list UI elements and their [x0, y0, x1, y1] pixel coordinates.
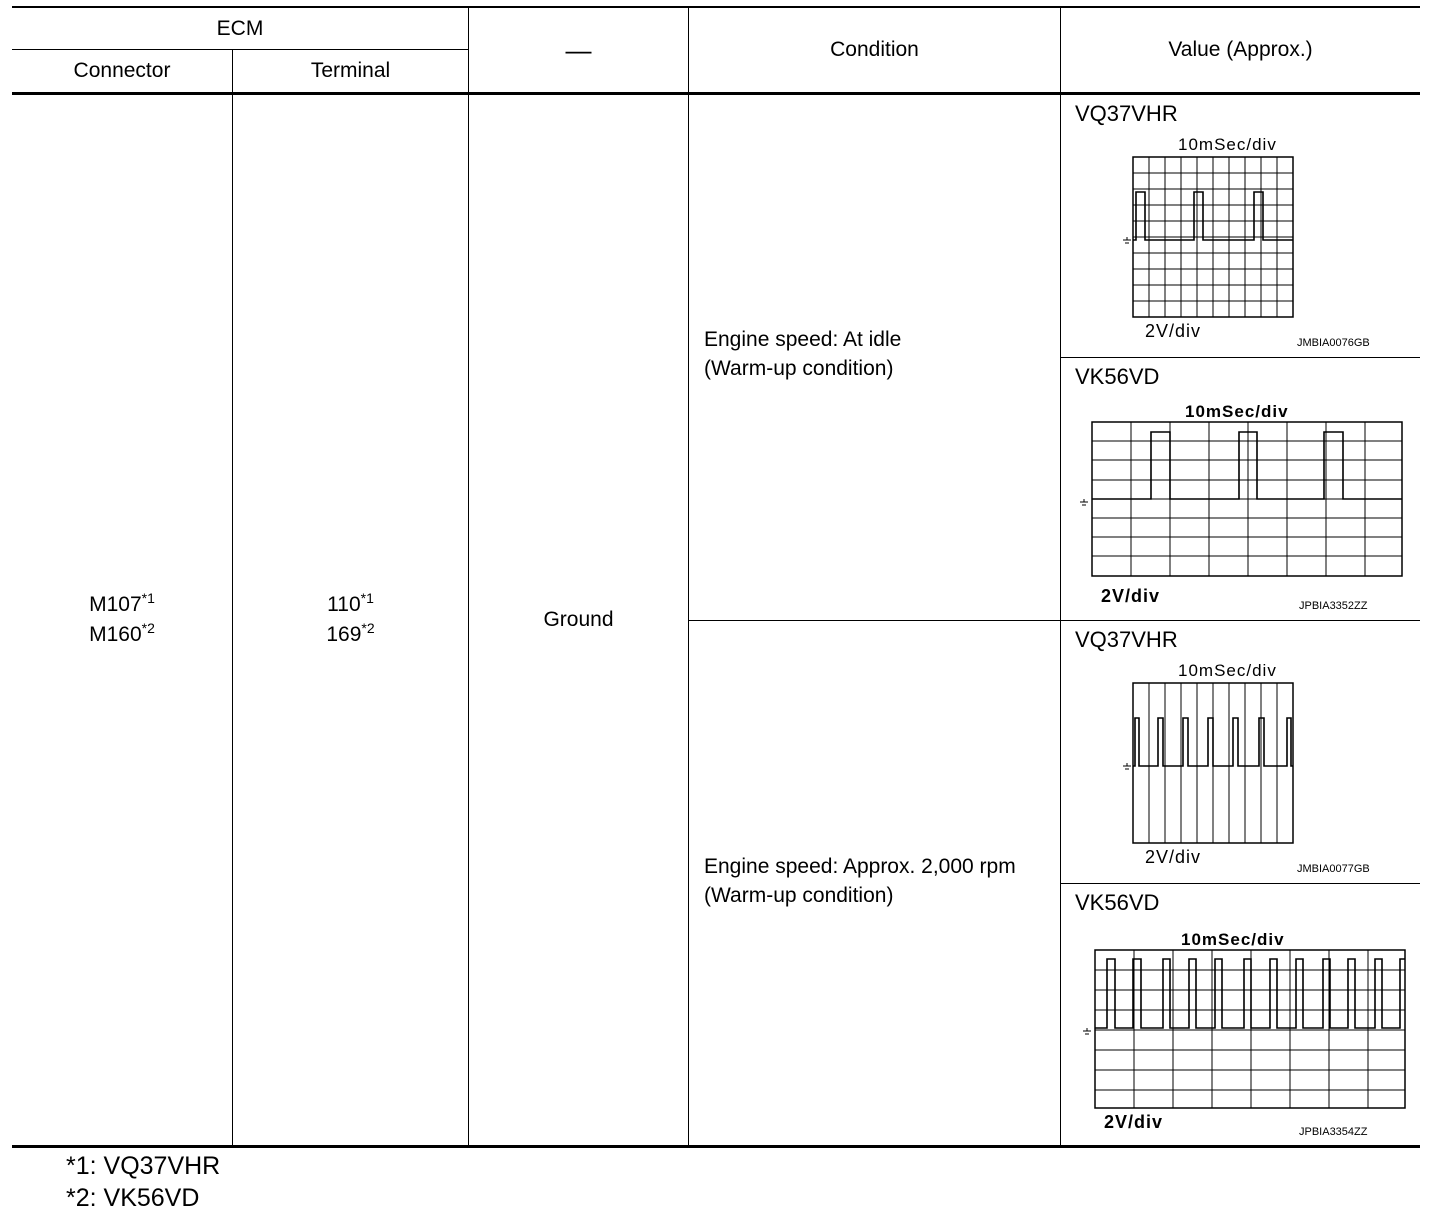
connector-m160-text: M160 [89, 623, 142, 646]
oscilloscope-waveform [1119, 683, 1284, 848]
figure-id: JMBIA0076GB [1297, 337, 1370, 349]
oscilloscope-waveform [1119, 157, 1284, 322]
terminal-110-text: 110 [327, 593, 361, 616]
header-condition: Condition [830, 38, 919, 61]
oscilloscope-waveform [1078, 422, 1402, 577]
col-divider-3 [688, 6, 689, 1147]
time-scale: 10mSec/div [1178, 661, 1277, 680]
condition-idle [704, 325, 901, 383]
condition-2000rpm-line2: (Warm-up condition) [704, 884, 894, 907]
time-scale: 10mSec/div [1178, 135, 1277, 154]
footnote-1: *1: VQ37VHR [66, 1152, 221, 1180]
terminal-169 [326, 620, 375, 647]
oscilloscope-waveform [1081, 950, 1405, 1110]
scope-panel-vq37vhr-2000rpm [1061, 621, 1420, 883]
terminal-cell [233, 95, 468, 1145]
connector-m160-note: *2 [141, 620, 155, 636]
time-scale: 10mSec/div [1181, 930, 1285, 949]
time-scale: 10mSec/div [1185, 402, 1289, 421]
voltage-scale: 2V/div [1104, 1112, 1164, 1132]
condition-2000rpm [704, 852, 1016, 910]
header-ecm: ECM [216, 16, 264, 40]
connector-cell [12, 95, 232, 1145]
header-dash: — [565, 34, 592, 65]
table-bottom-border [12, 1145, 1420, 1148]
scope-panel-vk56vd-idle [1061, 358, 1420, 620]
header-value: Value (Approx.) [1168, 38, 1313, 61]
figure-id: JPBIA3354ZZ [1299, 1126, 1368, 1138]
ground-cell: Ground [543, 608, 614, 631]
connector-m107 [89, 590, 155, 617]
scope-panel-vk56vd-2000rpm [1061, 884, 1420, 1145]
voltage-scale: 2V/div [1101, 586, 1161, 606]
terminal-110-note: *1 [360, 590, 374, 606]
terminal-169-text: 169 [326, 623, 362, 646]
condition-idle-line1: Engine speed: At idle [704, 328, 902, 351]
terminal-110 [327, 590, 374, 617]
engine-label: VK56VD [1075, 890, 1160, 915]
connector-m107-note: *1 [141, 590, 155, 606]
voltage-scale: 2V/div [1145, 321, 1202, 341]
condition-2000rpm-line1: Engine speed: Approx. 2,000 rpm [704, 855, 1016, 878]
ecm-terminal-table [12, 6, 1420, 1148]
connector-m160 [89, 620, 155, 647]
engine-label: VK56VD [1075, 364, 1160, 389]
engine-label: VQ37VHR [1075, 101, 1178, 126]
condition-idle-line2: (Warm-up condition) [704, 357, 894, 380]
terminal-169-note: *2 [361, 620, 375, 636]
figure-id: JPBIA3352ZZ [1299, 600, 1368, 612]
footnote-2: *2: VK56VD [66, 1184, 200, 1212]
header-terminal: Terminal [310, 59, 391, 82]
voltage-scale: 2V/div [1145, 847, 1202, 867]
engine-label: VQ37VHR [1075, 627, 1178, 652]
header-connector: Connector [73, 59, 171, 82]
connector-m107-text: M107 [89, 593, 142, 616]
figure-id: JMBIA0077GB [1297, 863, 1370, 875]
scope-panel-vq37vhr-idle [1061, 95, 1420, 357]
